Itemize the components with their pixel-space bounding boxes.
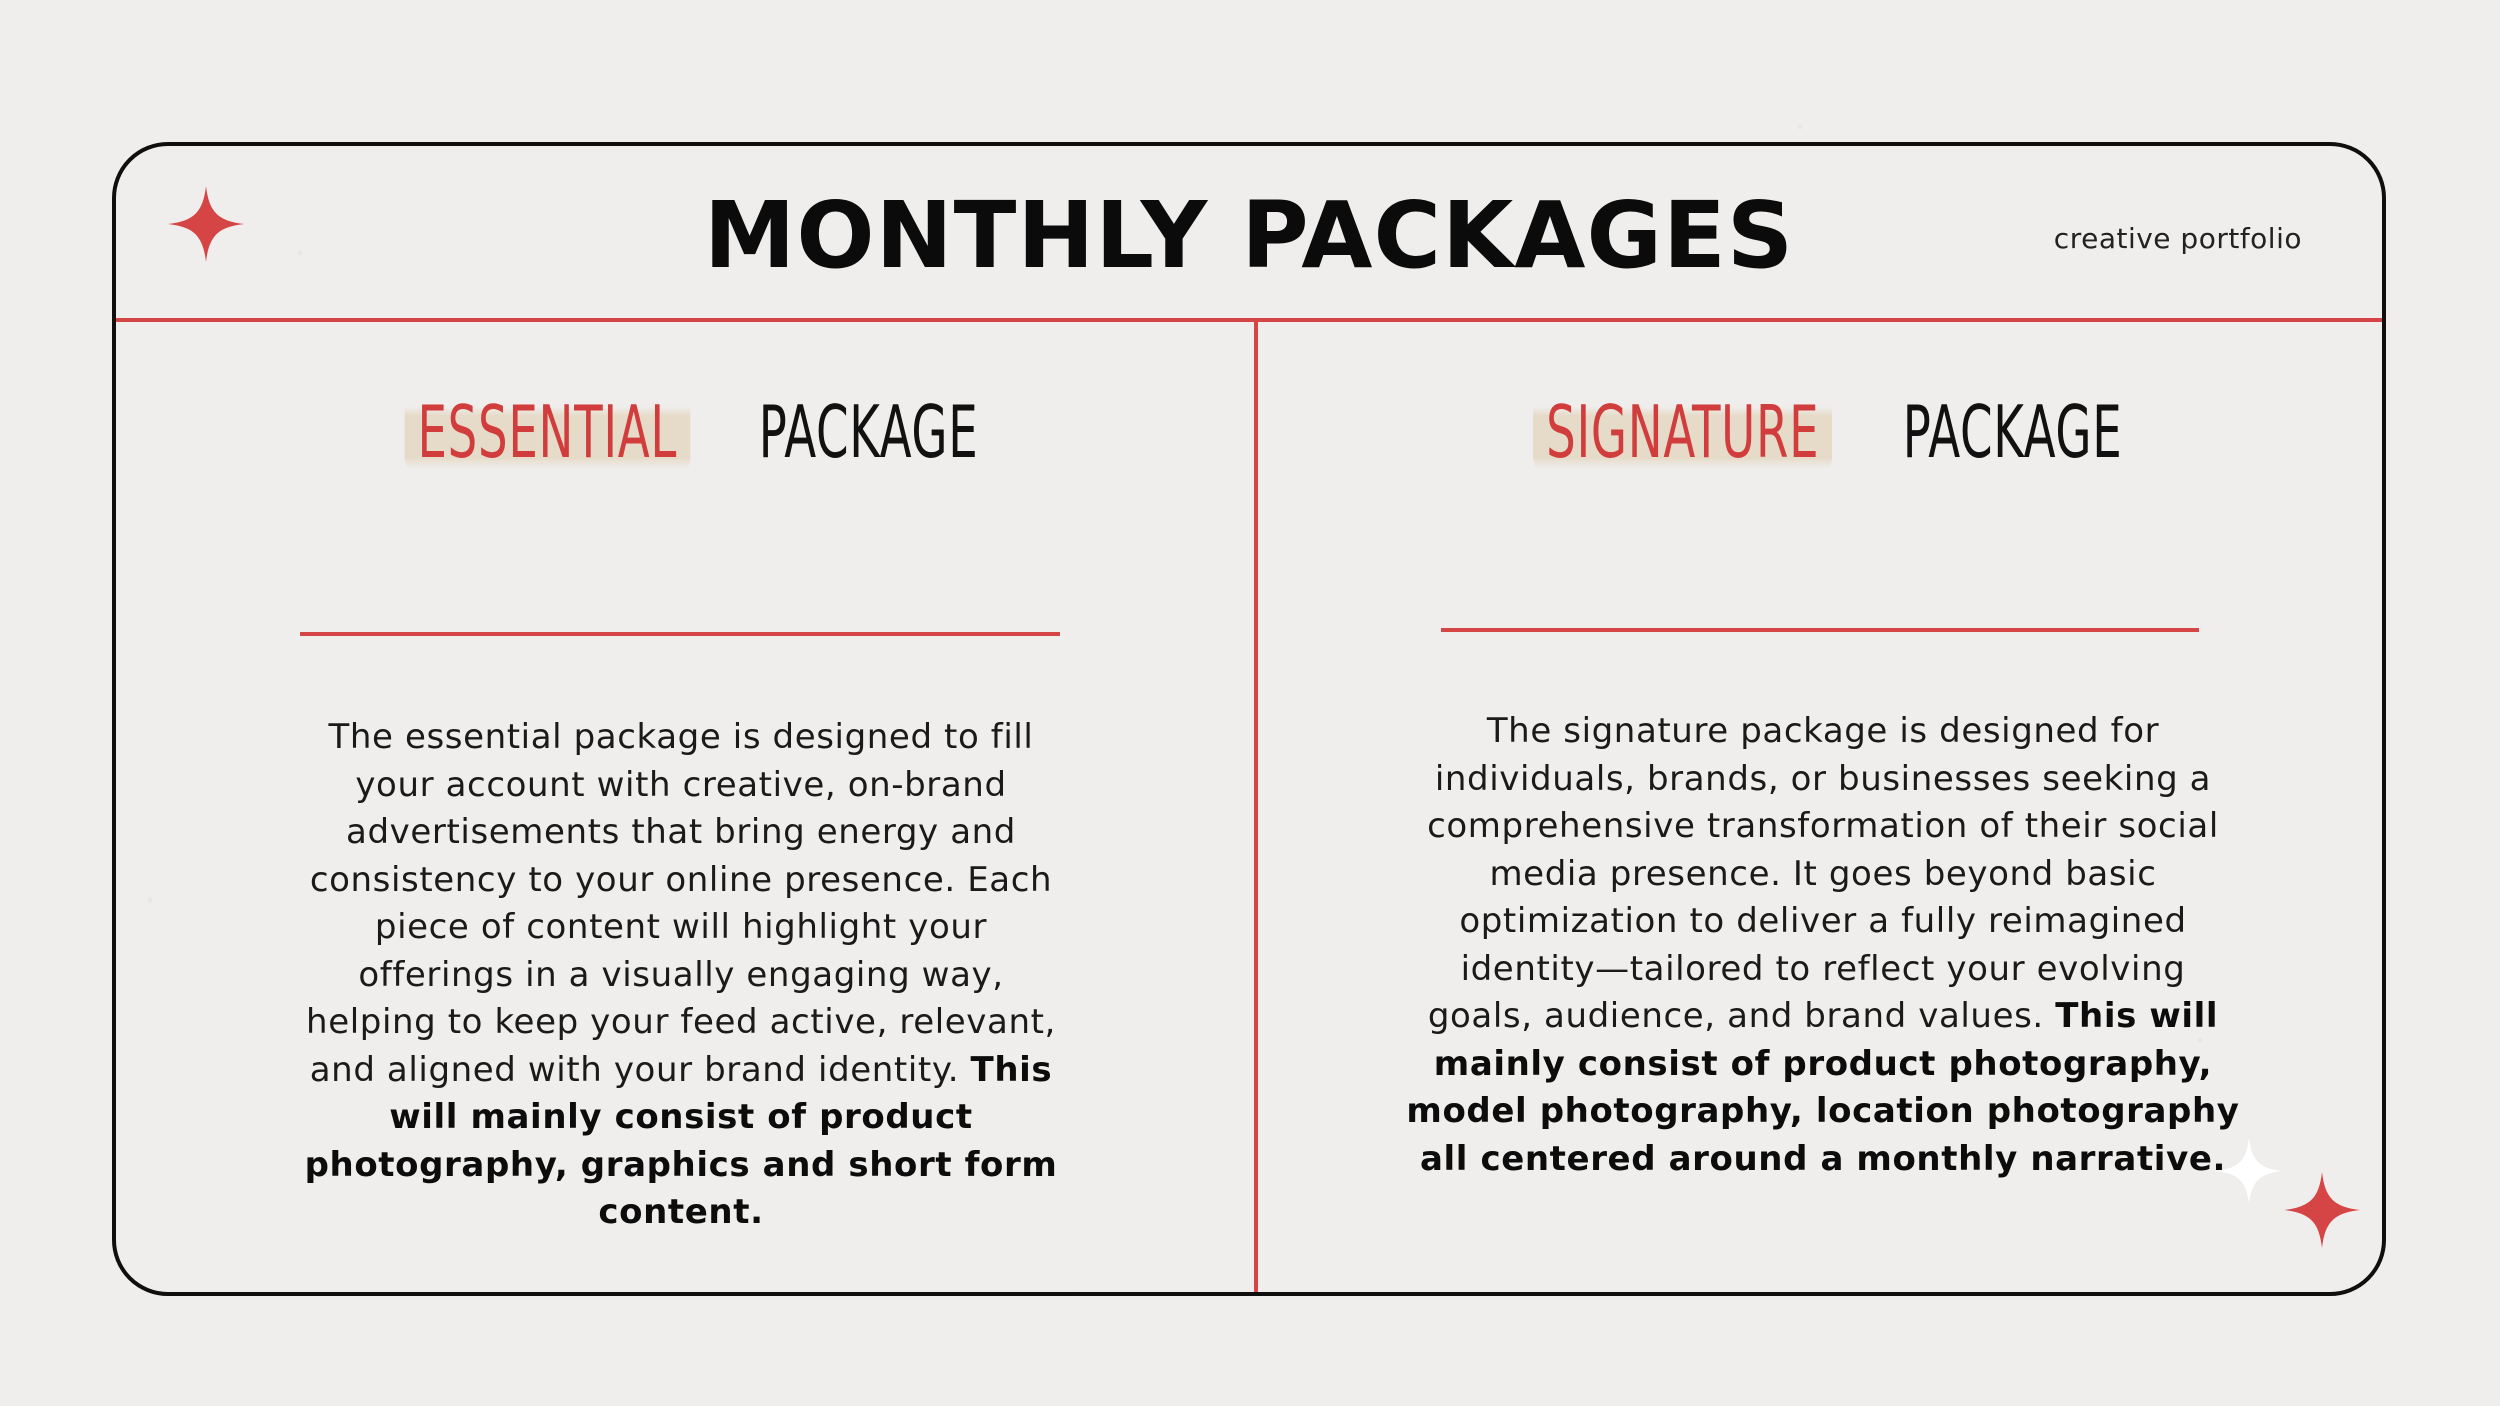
signature-heading-rule (1441, 628, 2199, 632)
signature-package-heading (1258, 392, 2382, 472)
heading-accent-word: ESSENTIAL (405, 392, 691, 472)
description-emphasis: This will mainly consist of product photography, model photography, location photography all centered around a monthly narrative. (1406, 996, 2240, 1179)
essential-package-panel (116, 322, 1254, 1292)
essential-heading-rule (300, 632, 1060, 636)
description-text: The signature package is designed for individuals, brands, or businesses seeking a comprehensive transformation of their social media presence. It goes beyond basic optimization to deliver a fully reimagined identity—tailored to reflect your evolving goals, audience, and brand values. (1427, 711, 2219, 1036)
heading-accent-word: SIGNATURE (1533, 392, 1832, 472)
heading-plain-word: PACKAGE (1902, 390, 2123, 474)
brand-tag: creative portfolio (2053, 222, 2302, 255)
packages-card (112, 142, 2386, 1296)
signature-package-description (1403, 708, 2243, 1183)
description-emphasis: This will mainly consist of product photography, graphics and short form content. (304, 1049, 1058, 1232)
essential-package-heading (116, 392, 1254, 472)
sparkle-icon (2214, 1136, 2284, 1206)
description-text: The essential package is designed to fill your account with creative, on-brand advertisements that bring energy and consistency to your online presence. Each piece of content will highlight your offerings in a visually engaging way, helping to keep your feed active, relevant, and aligned with your brand identity. (306, 717, 1056, 1090)
sparkle-icon (2282, 1170, 2362, 1250)
heading-plain-word: PACKAGE (758, 390, 979, 474)
page-title: MONTHLY PACKAGES (703, 182, 1795, 289)
essential-package-description (296, 714, 1066, 1237)
